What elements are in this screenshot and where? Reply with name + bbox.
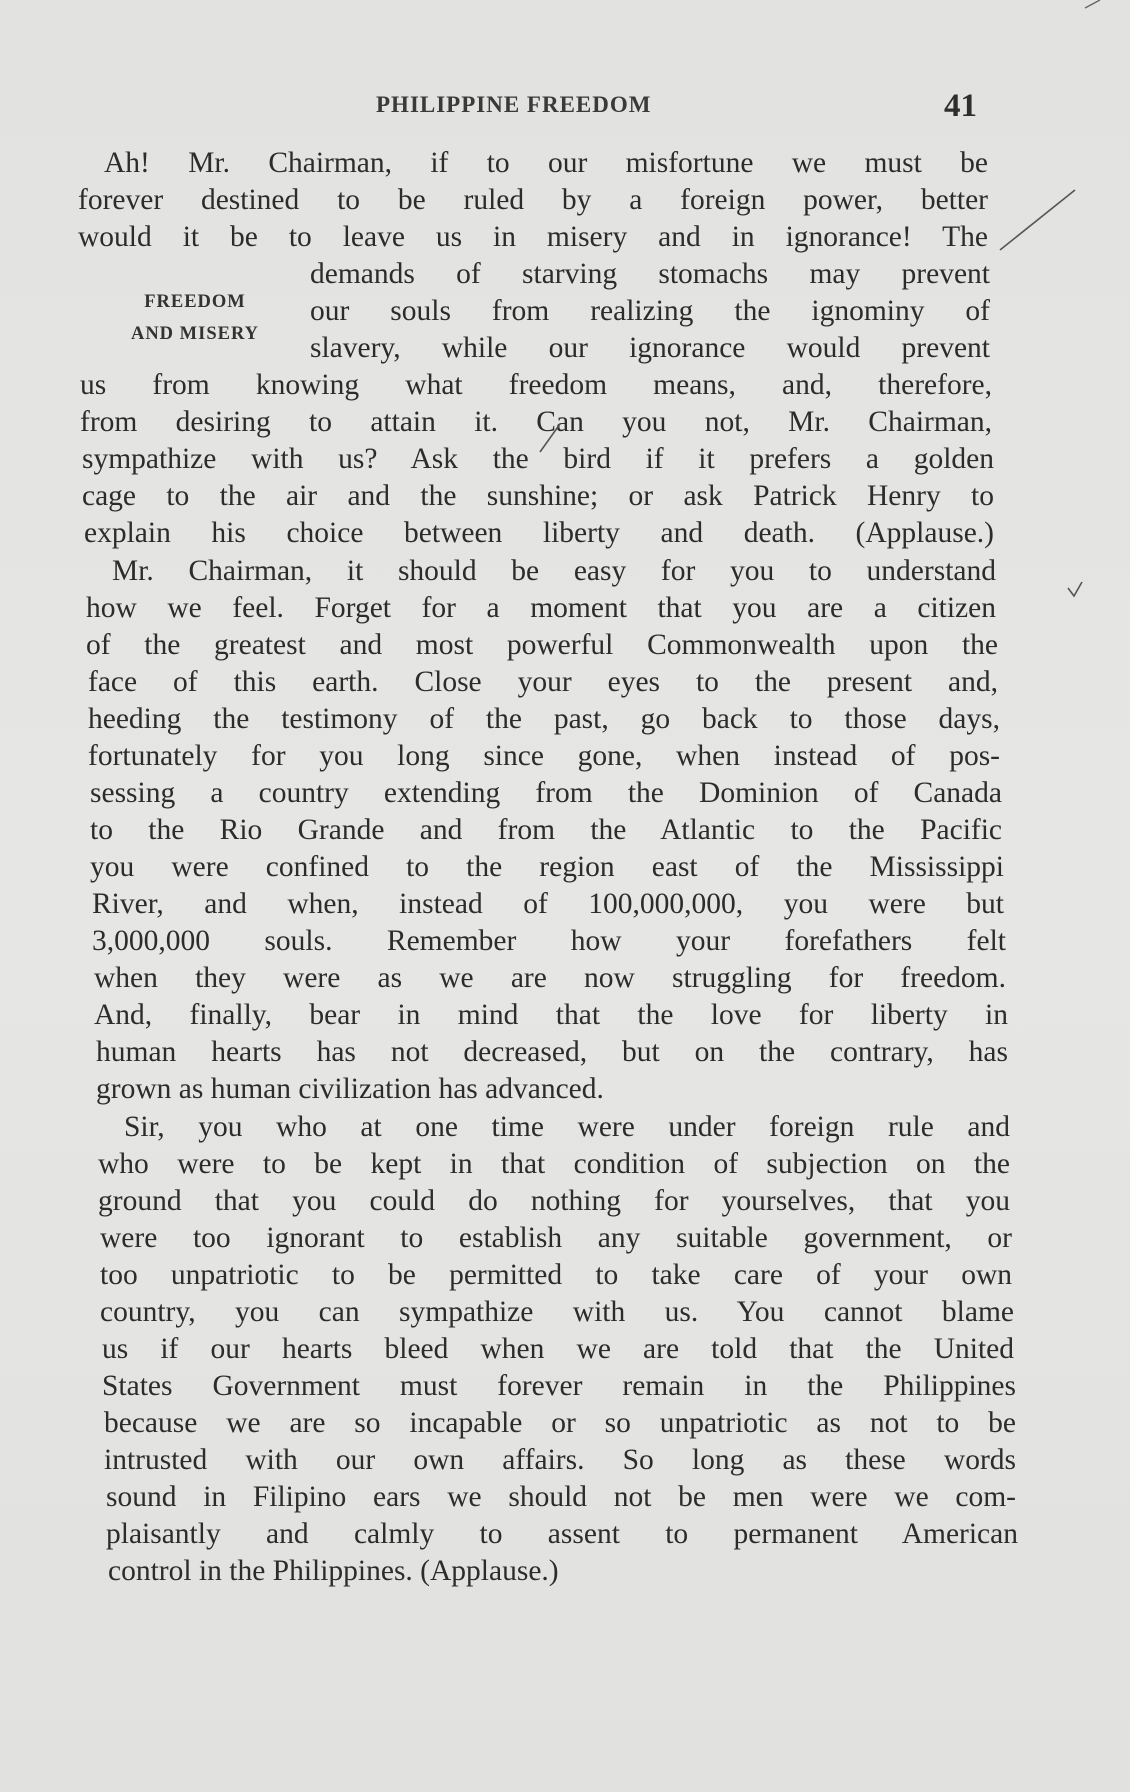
text-line: plaisantly and calmly to assent to permanent American [106,1518,1018,1550]
text-line: States Government must forever remain in the Philippines [102,1370,1016,1402]
text-line: face of this earth. Close your eyes to the present and, [88,666,998,698]
sidenote-line-2: AND MISERY [130,324,260,344]
text-line: country, you can sympathize with us. You cannot blame [100,1296,1014,1328]
page-number: 41 [944,88,977,124]
text-line: demands of starving stomachs may prevent [310,258,990,290]
text-line: sound in Filipino ears we should not be men were we com- [106,1481,1016,1513]
text-line: of the greatest and most powerful Commonwealth upon the [86,629,998,661]
text-line: would it be to leave us in misery and in ignorance! The [78,221,988,253]
text-line: River, and when, instead of 100,000,000, you were but [92,888,1004,920]
text-line: because we are so incapable or so unpatriotic as not to be [104,1407,1016,1439]
text-line: 3,000,000 souls. Remember how your forefathers felt [92,925,1006,957]
text-line: Sir, you who at one time were under foreign rule and [124,1111,1010,1143]
pencil-slash-mark [540,424,560,452]
text-line: were too ignorant to establish any suitable government, or [100,1222,1012,1254]
text-line: human hearts has not decreased, but on the contrary, has [96,1036,1008,1068]
text-line: ground that you could do nothing for yourselves, that you [98,1185,1010,1217]
pencil-check-mark [1068,582,1082,596]
text-line: heeding the testimony of the past, go back to those days, [88,703,1000,735]
text-line: control in the Philippines. (Applause.) [108,1555,559,1587]
text-line: forever destined to be ruled by a foreign power, better [78,184,988,216]
text-line: who were to be kept in that condition of subjection on the [98,1148,1010,1180]
text-line: cage to the air and the sunshine; or ask Patrick Henry to [82,480,994,512]
sidenote-line-1: FREEDOM [144,292,246,312]
running-title: PHILIPPINE FREEDOM [376,92,652,117]
text-line: too unpatriotic to be permitted to take care of your own [100,1259,1012,1291]
text-line: sympathize with us? Ask the bird if it prefers a golden [82,443,994,475]
text-line: slavery, while our ignorance would prevent [310,332,990,364]
text-line: And, finally, bear in mind that the love for liberty in [94,999,1008,1031]
text-line: to the Rio Grande and from the Atlantic to the Pacific [90,814,1002,846]
text-line: us if our hearts bleed when we are told that the United [102,1333,1014,1365]
text-line: intrusted with our own affairs. So long as these words [104,1444,1016,1476]
text-line: Mr. Chairman, it should be easy for you to understand [112,555,996,587]
text-line: us from knowing what freedom means, and, therefore, [80,369,992,401]
text-line: when they were as we are now struggling for freedom. [94,962,1006,994]
text-line: explain his choice between liberty and death. (Applause.) [84,517,994,549]
text-line: how we feel. Forget for a moment that you are a citizen [86,592,996,624]
text-line: you were confined to the region east of the Mississippi [90,851,1004,883]
text-line: fortunately for you long since gone, when instead of pos- [88,740,1000,772]
pencil-slash-mark [1000,190,1075,250]
pencil-corner-mark [1085,0,1100,8]
text-line: sessing a country extending from the Dominion of Canada [90,777,1002,809]
text-line: from desiring to attain it. Can you not, Mr. Chairman, [80,406,992,438]
text-line: Ah! Mr. Chairman, if to our misfortune we must be [104,147,988,179]
text-line: our souls from realizing the ignominy of [310,295,990,327]
text-line: grown as human civilization has advanced. [96,1073,604,1105]
